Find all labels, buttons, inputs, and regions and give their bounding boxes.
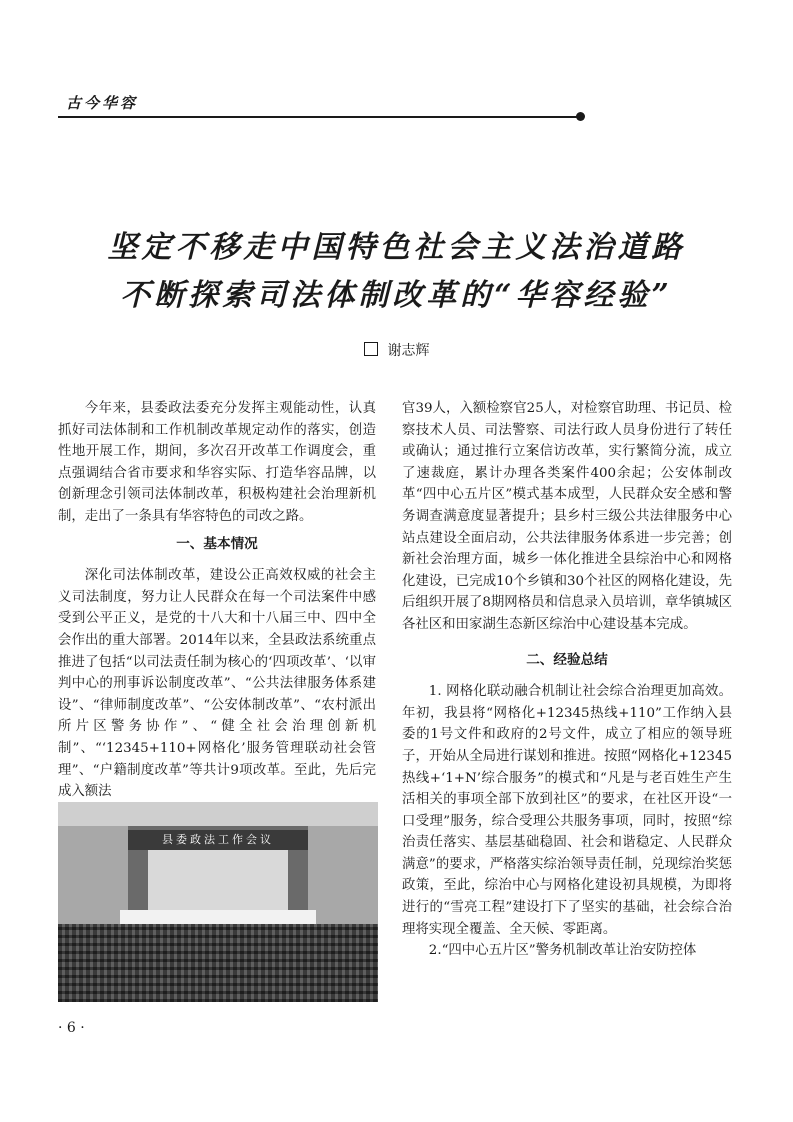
conference-photo bbox=[58, 802, 378, 1002]
right-column bbox=[402, 398, 732, 962]
photo-stage-curtain bbox=[148, 850, 288, 910]
photo-audience-rows bbox=[58, 924, 378, 1002]
section1-paragraph: 深化司法体制改革，建设公正高效权威的社会主义司法制度，努力让人民群众在每一个司法案件中感受到公平正义，是党的十八大和十八届三中、四中全会作出的重大部署。2014年以来，全县政法系统重点推进了包括“以司法责任制为核心的‘四项改革’、‘以审判中心的刑事诉讼制度改革”、“公共法律服务体系建设”、“律师制度改革”、“公安体制改革”、“农村派出所片区警务协作”、“健全社会治理创新机制”、“‘12345+110+网格化’服务管理联动社会管理”、“户籍制度改革”等共计9项改革。至此，先后完成入额法 bbox=[58, 568, 376, 800]
photo-ceiling bbox=[58, 802, 378, 826]
article-title-line2: 不断探索司法体制改革的“华容经验” bbox=[120, 278, 673, 313]
author-line bbox=[0, 340, 793, 360]
header-dot bbox=[576, 112, 585, 121]
continuation-paragraph: 官39人，入额检察官25人，对检察官助理、书记员、检察技术人员、司法警察、司法行政人员身份进行了转任或确认；通过推行立案信访改革，实行繁简分流，成立了速裁庭，累计办理各类案件400余起；公安体制改革“四中心五片区”模式基本成型，人民群众安全感和警务调查满意度显著提升；县乡村三级公共法律服务中心站点建设全面启动，公共法律服务体系进一步完善；创新社会治理方面，城乡一体化推进全县综治中心和网格化建设，已完成10个乡镇和30个社区的网格化建设，先后组织开展了8期网格员和信息录入员培训，章华镇城区各社区和田家湖生态新区综治中心建设基本完成。 bbox=[402, 401, 732, 632]
left-column bbox=[58, 398, 376, 803]
photo-wall-left bbox=[58, 826, 128, 936]
section-label: 古今华容 bbox=[66, 94, 139, 112]
point2-paragraph: 2.“四中心五片区”警务机制改革让治安防控体 bbox=[428, 943, 697, 959]
page-number: · 6 · bbox=[58, 1020, 85, 1036]
section-heading-1: 一、基本情况 bbox=[176, 535, 258, 552]
photo-wall-right bbox=[308, 826, 378, 936]
author-box-icon bbox=[364, 342, 378, 356]
intro-paragraph: 今年来，县委政法委充分发挥主观能动性，认真抓好司法体制和工作机制改革规定动作的落实，创造性地开展工作，期间，多次召开改革工作调度会，重点强调结合省市要求和华容实际、打造华容品牌，以创新理念引领司法体制改革，积极构建社会治理新机制，走出了一条具有华容特色的司改之路。 bbox=[58, 401, 376, 524]
article-title-line1: 坚定不移走中国特色社会主义法治道路 bbox=[107, 230, 686, 265]
photo-stage bbox=[120, 910, 316, 924]
point1-paragraph: 1. 网格化联动融合机制让社会综合治理更加高效。年初，我县将“网格化+12345热线+110”工作纳入县委的1号文件和政府的2号文件，成立了相应的领导班子，开始从全局进行谋划和推进。按照“网格化+12345热线+‘1+N’综合服务”的模式和“凡是与老百姓生产生活相关的事项全部下放到社区”的要求，在社区开设“一口受理”服务，综合受理公共服务事项，同时，按照“综治责任落实、基层基础稳固、社会和谐稳定、人民群众满意”的要求，严格落实综治领导责任制，兑现综治奖惩政策，至此，综治中心与网格化建设初具规模，为即将进行的“雪亮工程”建设打下了坚实的基础，社会综合治理将实现全覆盖、全天候、零距离。 bbox=[402, 684, 732, 937]
section-heading-2: 二、经验总结 bbox=[526, 651, 608, 668]
author-name: 谢志辉 bbox=[387, 343, 430, 359]
header-rule bbox=[58, 116, 580, 118]
photo-banner: 县委政法工作会议 bbox=[128, 830, 308, 850]
